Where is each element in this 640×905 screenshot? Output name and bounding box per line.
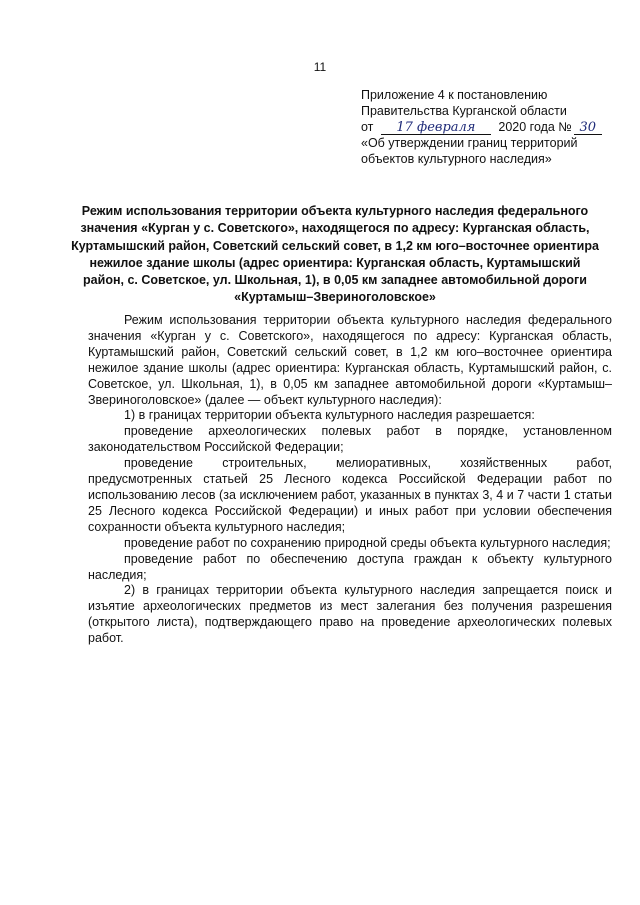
- appendix-line-5: объектов культурного наследия»: [361, 152, 552, 166]
- appendix-line-4: «Об утверждении границ территорий: [361, 136, 578, 150]
- appendix-date-line: [361, 119, 611, 135]
- paragraph-nature: проведение работ по сохранению природной среды объекта культурного наследия;: [124, 535, 611, 550]
- document-body: [88, 313, 612, 647]
- paragraph-construction: проведение строительных, мелиоративных, хозяйственных работ, предусмотренных статьей 25 Лесного кодекса Российской Федерации работ по использованию лесов (за исключением работ, указанных в пунктах 3, 4 и 7 части 1 статьи 25 Лесного кодекса Российской Федерации) и иных работ при условии обеспечения сохранности объекта культурного наследия;: [88, 456, 612, 534]
- paragraph-archaeology: проведение археологических полевых работ в порядке, установленном законодательством Российской Федерации;: [88, 424, 612, 455]
- paragraph-intro: Режим использования территории объекта культурного наследия федерального значения «Курган у с. Советского», находящегося по адресу: Курганская область, Куртамышский район, Советский сельский совет, в 1,2 км юго–восточнее ориентира нежилое здание школы (адрес ориентира: Курганская область, Куртамышский район, с. Советское, ул. Школьная, 1), в 0,05 км западнее автомобильной дороги «Куртамыш–Звериноголовское» (далее — объект культурного наследия):: [88, 313, 612, 407]
- year-label: 2020 года №: [498, 120, 572, 134]
- paragraph-access: проведение работ по обеспечению доступа граждан к объекту культурного наследия;: [88, 551, 612, 582]
- document-heading: Режим использования территории объекта культурного наследия федерального значения «Курган у с. Советского», находящегося по адресу: Курганская область, Куртамышский район, Советский сельский совет, в 1,2 км юго–восточнее ориентира нежилое здание школы (адрес ориентира: Курганская область, Куртамышский район, с. Советское, ул. Школьная, 1), в 0,05 км западнее автомобильной дороги «Куртамыш–Звериноголовское»: [71, 204, 599, 305]
- handwritten-number: 30: [574, 121, 602, 135]
- appendix-line-2: Правительства Курганской области: [361, 104, 567, 118]
- paragraph-item-2: 2) в границах территории объекта культурного наследия запрещается поиск и изъятие археологических предметов из мест залегания без получения разрешения (открытого листа), подтверждающего право на проведение археологических полевых работ.: [88, 583, 612, 646]
- appendix-header: [361, 87, 611, 167]
- page-number: 11: [313, 60, 327, 74]
- date-prefix: от: [361, 120, 374, 134]
- handwritten-date: 17 февраля: [381, 121, 491, 135]
- paragraph-item-1: 1) в границах территории объекта культурного наследия разрешается:: [124, 408, 535, 423]
- appendix-line-1: Приложение 4 к постановлению: [361, 88, 548, 102]
